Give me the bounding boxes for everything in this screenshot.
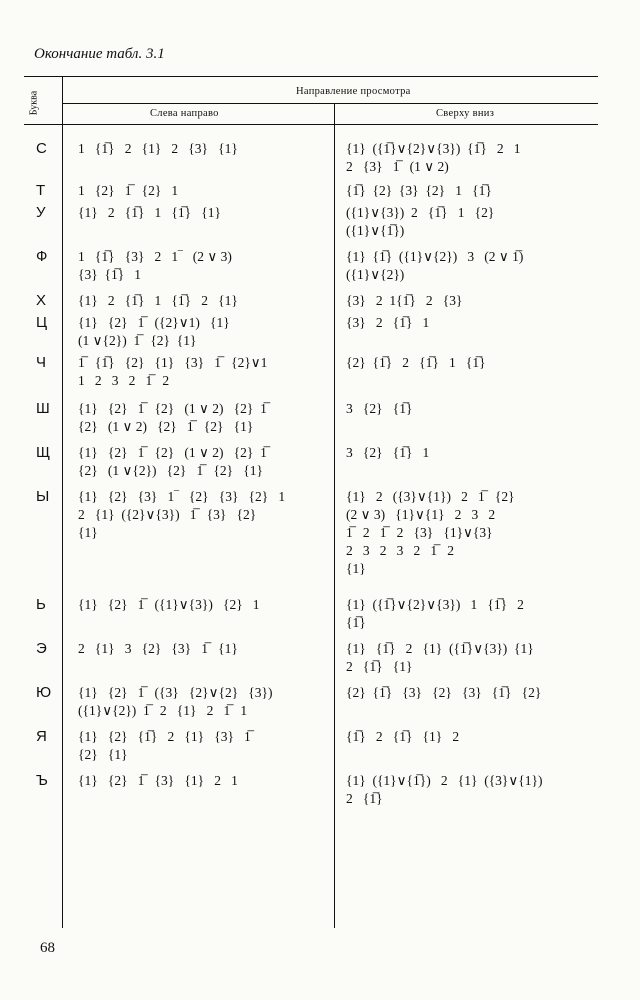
top-to-bottom-cell [346,772,543,808]
row-letter: Х [36,292,47,309]
top-to-bottom-cell [346,400,412,418]
left-to-right-cell [78,140,238,158]
cell-line: {1̅} [346,615,366,630]
top-to-bottom-cell [346,728,459,746]
row-letter: Ъ [36,772,48,789]
group-header-rule [62,103,598,104]
top-to-bottom-cell [346,640,534,676]
cell-line: 2 {1̅} {1} [346,659,413,674]
table-caption: Окончание табл. 3.1 [34,46,165,62]
row-letter: У [36,204,46,221]
cell-line: {1} {2} 1̅ {2} (1 ∨ 2) {2} 1̅ [78,401,267,416]
top-to-bottom-cell [346,182,492,200]
cell-line: {1} 2 ({3}∨{1}) 2 1̅ {2} [346,489,515,504]
cell-line: {1} ({1}∨{1̅}) 2 {1} ({3}∨{1}) [346,773,543,788]
row-letter: Ч [36,354,46,371]
cell-line: {2} {1} [78,747,128,762]
left-to-right-cell [78,354,267,390]
cell-line: 1̅ 2 1̅ 2 {3} {1}∨{3} [346,525,493,540]
left-to-right-cell [78,640,238,658]
row-letter: Щ [36,444,51,461]
cell-line: {1} {1̅} 2 {1} ({1̅}∨{3}) {1} [346,641,534,656]
row-letter: Ф [36,248,48,265]
cell-line: {1} [346,561,366,576]
cell-line: {1} {2} 1̅ {2} (1 ∨ 2) {2} 1̅ [78,445,267,460]
cell-line: {1} 2 {1̅} 1 {1̅} 2 {1} [78,293,238,308]
row-letter: Ш [36,400,50,417]
top-to-bottom-cell [346,596,524,632]
cell-line: {2} {1̅} 2 {1̅} 1 {1̅} [346,355,486,370]
left-to-right-cell [78,182,178,200]
cell-line: 1 {1̅} {3} 2 1‾ (2 ∨ 3) [78,249,232,264]
row-letter: Ц [36,314,48,331]
cell-line: {1̅} {2} {3} {2} 1 {1̅} [346,183,492,198]
left-to-right-cell [78,314,230,350]
table-top-rule [24,76,598,77]
top-to-bottom-cell [346,444,429,462]
top-to-bottom-cell [346,292,463,310]
letter-column-rule [62,76,63,928]
row-letter: Э [36,640,47,657]
cell-line: {1} ({1̅}∨{2}∨{3}) 1 {1̅} 2 [346,597,524,612]
header-bottom-rule [24,124,598,125]
cell-line: ({1}∨{2}) 1̅ 2 {1} 2 1̅ 1 [78,703,248,718]
cell-line: 3 {2} {1̅} [346,401,413,416]
cell-line: (2 ∨ 3) {1}∨{1} 2 3 2 [346,507,496,522]
cell-line: ({1}∨{3}) 2 {1̅} 1 {2} [346,205,495,220]
right-direction-header: Сверху вниз [436,108,495,119]
left-to-right-cell [78,292,238,310]
top-to-bottom-cell [346,314,429,332]
top-to-bottom-cell [346,204,494,240]
row-letter: Я [36,728,47,745]
cell-line: {1} 2 {1̅} 1 {1̅} {1} [78,205,221,220]
cell-line: {2} {1̅} {3} {2} {3} {1̅} {2} [346,685,542,700]
cell-line: {1} {2} 1̅ ({3} {2}∨{2} {3}) [78,685,273,700]
left-direction-header: Слева направо [150,108,219,119]
cell-line: {1} [78,525,98,540]
top-to-bottom-cell [346,140,521,176]
cell-line: {1} {2} {1̅} 2 {1} {3} 1̅ [78,729,251,744]
left-to-right-cell [78,684,273,720]
cell-line: {1} {1̅} ({1}∨{2}) 3 (2 ∨ 1̅) [346,249,524,264]
cell-line: 2 {1} ({2}∨{3}) 1̅ {3} {2} [78,507,257,522]
top-to-bottom-cell [346,488,515,578]
cell-line: ({1}∨{2}) [346,267,405,282]
page-number: 68 [40,940,55,956]
row-letter: Ы [36,488,50,505]
cell-line: {2} (1 ∨ 2) {2} 1̅ {2} {1} [78,419,254,434]
cell-line: 3 {2} {1̅} 1 [346,445,430,460]
left-to-right-cell [78,772,238,790]
cell-line: 1 2 3 2 1̅ 2 [78,373,170,388]
row-letter: Ю [36,684,52,701]
cell-line: 1̅ {1̅} {2} {1} {3} 1̅ {2}∨1 [78,355,268,370]
cell-line: 1 {2} 1̅ {2} 1 [78,183,179,198]
cell-line: {1} {2} 1̅ ({1}∨{3}) {2} 1 [78,597,260,612]
cell-line: 2 {3} 1̅ (1 ∨ 2) [346,159,449,174]
group-header: Направление просмотра [296,86,411,97]
letter-column-header: Буква [28,90,40,116]
cell-line: ({1}∨{1̅}) [346,223,405,238]
cell-line: 1 {1̅} 2 {1} 2 {3} {1} [78,141,238,156]
top-to-bottom-cell [346,684,541,702]
cell-line: 2 {1} 3 {2} {3} 1̅ {1} [78,641,238,656]
row-letter: С [36,140,47,157]
left-to-right-cell [78,204,221,222]
cell-line: {3} 2 1{1̅} 2 {3} [346,293,463,308]
cell-line: {3} {1̅} 1 [78,267,142,282]
left-to-right-cell [78,444,267,480]
cell-line: 2 {1̅} [346,791,383,806]
row-letter: Ь [36,596,46,613]
left-to-right-cell [78,488,285,542]
left-to-right-cell [78,596,260,614]
cell-line: {2} (1 ∨{2}) {2} 1̅ {2} {1} [78,463,263,478]
top-to-bottom-cell [346,354,486,372]
cell-line: {1̅} 2 {1̅} {1} 2 [346,729,460,744]
left-to-right-cell [78,400,267,436]
cell-line: {3} 2 {1̅} 1 [346,315,430,330]
cell-line: {1} ({1̅}∨{2}∨{3}) {1̅} 2 1 [346,141,521,156]
top-to-bottom-cell [346,248,523,284]
cell-line: (1 ∨{2}) 1̅ {2} {1} [78,333,197,348]
left-to-right-cell [78,728,251,764]
cell-line: 2 3 2 3 2 1̅ 2 [346,543,454,558]
row-letter: Т [36,182,46,199]
cell-line: {1} {2} {3} 1‾ {2} {3} {2} 1 [78,489,286,504]
cell-line: {1} {2} 1̅ {3} {1} 2 1 [78,773,238,788]
direction-column-rule [334,103,335,928]
cell-line: {1} {2} 1̅ ({2}∨1) {1} [78,315,230,330]
left-to-right-cell [78,248,232,284]
